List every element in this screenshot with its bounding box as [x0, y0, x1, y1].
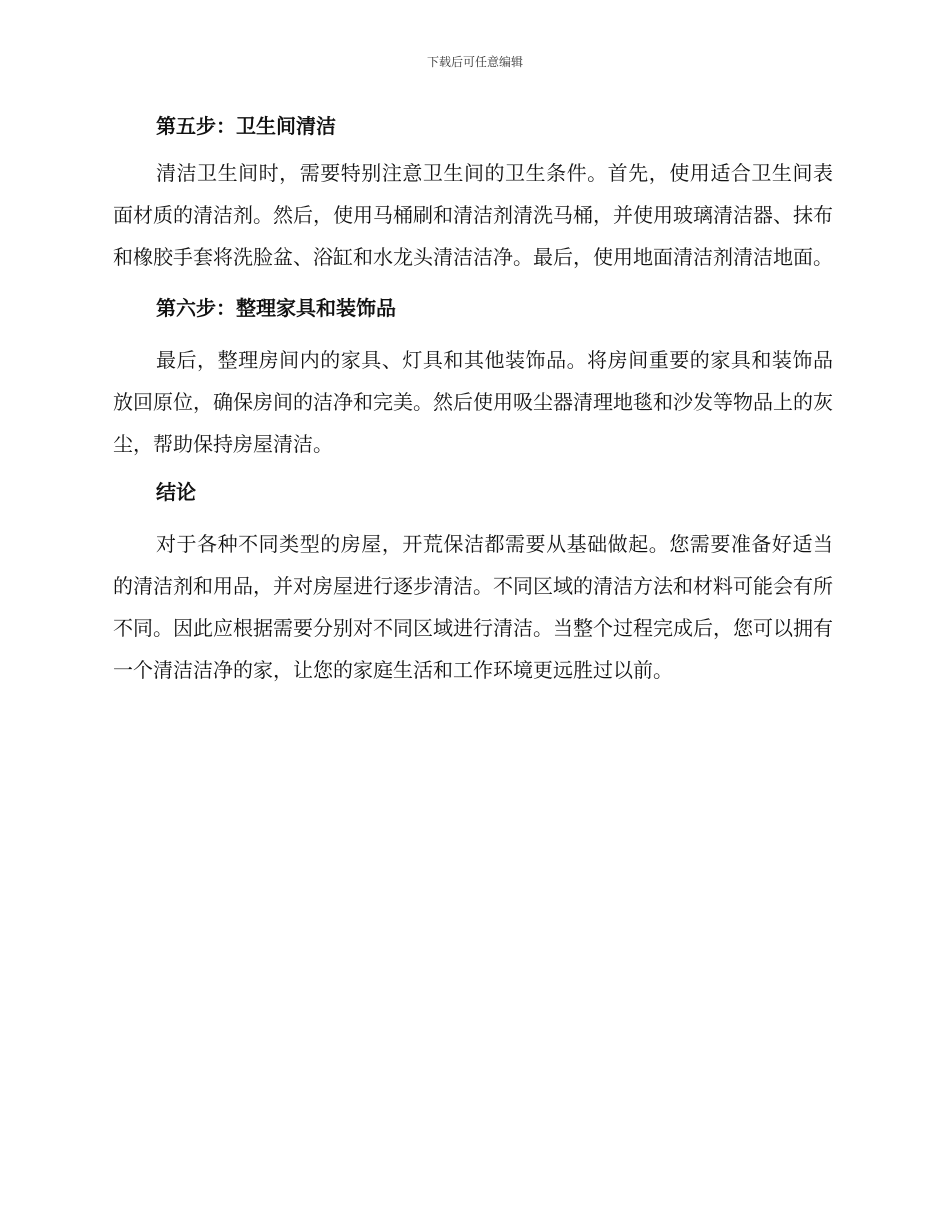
document-body	[113, 111, 833, 691]
section-paragraph-step-five: 清洁卫生间时，需要特别注意卫生间的卫生条件。首先，使用适合卫生间表面材质的清洁剂。然后，使用马桶刷和清洁剂清洗马桶，并使用玻璃清洁器、抹布和橡胶手套将洗脸盆、浴缸和水龙头清洁洁净。最后，使用地面清洁剂清洁地面。	[113, 161, 833, 269]
section-heading-conclusion: 结论	[156, 480, 196, 504]
section-paragraph-step-six: 最后，整理房间内的家具、灯具和其他装饰品。将房间重要的家具和装饰品放回原位，确保房间的洁净和完美。然后使用吸尘器清理地毯和沙发等物品上的灰尘，帮助保持房屋清洁。	[113, 348, 833, 456]
page-header: 下载后可任意编辑	[426, 55, 523, 69]
section-paragraph-conclusion: 对于各种不同类型的房屋，开荒保洁都需要从基础做起。您需要准备好适当的清洁剂和用品，并对房屋进行逐步清洁。不同区域的清洁方法和材料可能会有所不同。因此应根据需要分别对不同区域进行清洁。当整个过程完成后，您可以拥有一个清洁洁净的家，让您的家庭生活和工作环境更远胜过以前。	[113, 532, 833, 682]
section-heading-step-five: 第五步：卫生间清洁	[156, 114, 336, 138]
section-heading-step-six: 第六步：整理家具和装饰品	[156, 296, 396, 320]
